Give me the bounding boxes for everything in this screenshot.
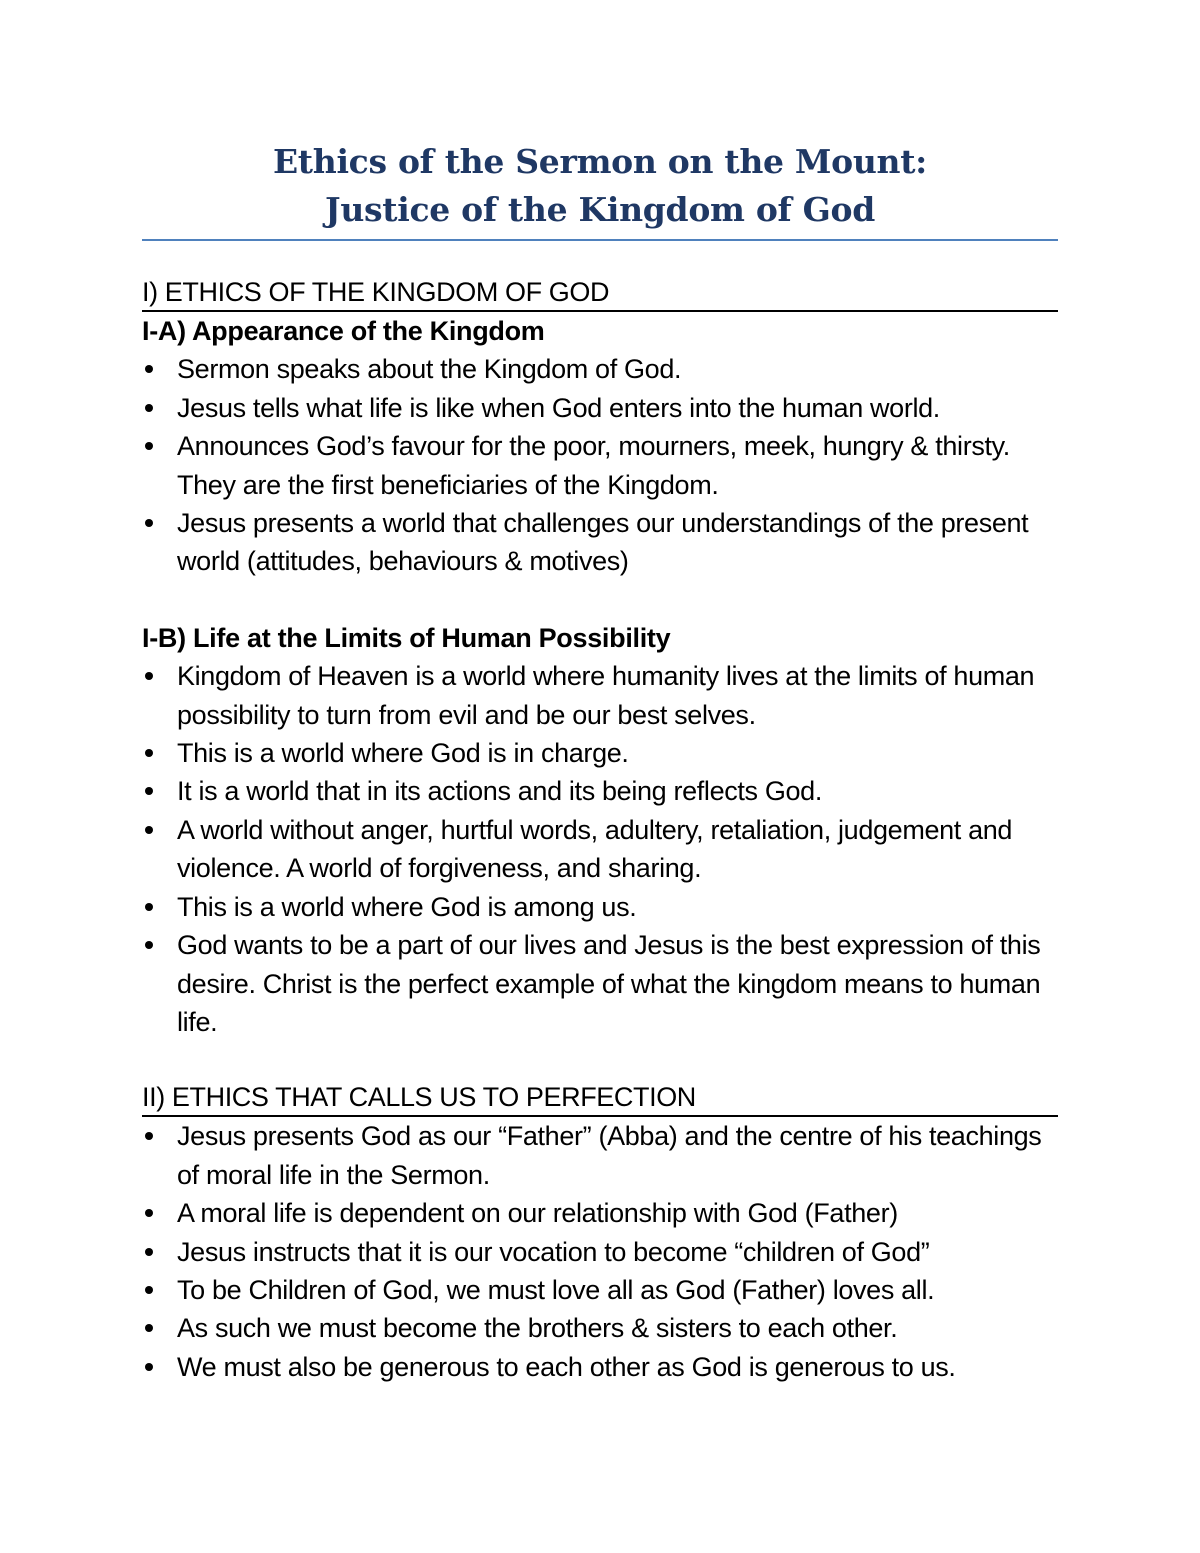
document-title — [142, 138, 1058, 234]
list-item — [142, 350, 1058, 388]
bullet-icon — [145, 826, 153, 834]
list-item-text: This is a world where God is among us. — [177, 891, 637, 922]
list-item — [142, 1194, 1058, 1232]
list-item-text: Jesus presents a world that challenges our understandings of the present world (attitudes, behaviours & motives) — [177, 508, 1029, 577]
list-item-text: Jesus instructs that it is our vocation to become “children of God” — [177, 1236, 930, 1267]
bullet-icon — [145, 1132, 153, 1140]
list-item-text: We must also be generous to each other as God is generous to us. — [177, 1351, 956, 1382]
list-item-text: Sermon speaks about the Kingdom of God. — [177, 354, 682, 385]
list-item — [142, 926, 1058, 1041]
bullet-icon — [145, 941, 153, 949]
list-item-text: This is a world where God is in charge. — [177, 738, 629, 769]
list-item-text: As such we must become the brothers & sisters to each other. — [177, 1313, 898, 1344]
bullet-icon — [145, 442, 153, 450]
bullet-list-2 — [142, 1117, 1058, 1386]
spacer — [142, 1041, 1058, 1079]
list-item — [142, 657, 1058, 734]
title-line-2: Justice of the Kingdom of God — [325, 190, 875, 229]
list-item — [142, 389, 1058, 427]
list-item-text: Kingdom of Heaven is a world where humanity lives at the limits of human possibility to turn from evil and be our best selves. — [177, 661, 1035, 730]
bullet-icon — [145, 672, 153, 680]
list-item-text: Announces God’s favour for the poor, mourners, meek, hungry & thirsty. They are the first beneficiaries of the Kingdom. — [177, 431, 1010, 500]
list-item-text: Jesus tells what life is like when God enters into the human world. — [177, 392, 940, 423]
bullet-icon — [145, 519, 153, 527]
section-heading-2: II) ETHICS THAT CALLS US TO PERFECTION — [142, 1079, 1058, 1117]
bullet-icon — [145, 365, 153, 373]
bullet-list-1b — [142, 657, 1058, 1041]
list-item — [142, 504, 1058, 581]
list-item-text: A moral life is dependent on our relationship with God (Father) — [177, 1198, 898, 1229]
bullet-icon — [145, 1209, 153, 1217]
list-item — [142, 1271, 1058, 1309]
list-item — [142, 1348, 1058, 1386]
list-item-text: A world without anger, hurtful words, adultery, retaliation, judgement and violence. A world of forgiveness, and sharing. — [177, 814, 1013, 884]
bullet-icon — [145, 404, 153, 412]
list-item — [142, 1309, 1058, 1347]
list-item-text: God wants to be a part of our lives and Jesus is the best expression of this desire. Christ is the perfect example of what the kingdom means to human life. — [177, 930, 1041, 1037]
section-heading-1: I) ETHICS OF THE KINGDOM OF GOD — [142, 274, 1058, 312]
list-item-text: Jesus presents God as our “Father” (Abba) and the centre of his teachings of moral life in the Sermon. — [177, 1121, 1042, 1190]
bullet-icon — [145, 1324, 153, 1332]
list-item — [142, 734, 1058, 772]
bullet-icon — [145, 1286, 153, 1294]
list-item-text: To be Children of God, we must love all as God (Father) loves all. — [177, 1274, 935, 1305]
bullet-icon — [145, 749, 153, 757]
bullet-list-1a — [142, 350, 1058, 580]
list-item — [142, 888, 1058, 926]
list-item — [142, 1117, 1058, 1194]
subsection-heading-1a: I-A) Appearance of the Kingdom — [142, 316, 545, 346]
list-item — [142, 427, 1058, 504]
bullet-icon — [145, 787, 153, 795]
list-item — [142, 1233, 1058, 1271]
list-item — [142, 772, 1058, 810]
bullet-icon — [145, 1363, 153, 1371]
subsection-heading-1b: I-B) Life at the Limits of Human Possibility — [142, 622, 671, 653]
document-body — [142, 274, 1058, 1386]
list-item-text: It is a world that in its actions and its being reflects God. — [177, 776, 822, 807]
list-item — [142, 811, 1058, 888]
spacer — [142, 581, 1058, 619]
title-line-1: Ethics of the Sermon on the Mount: — [272, 142, 928, 181]
bullet-icon — [145, 1248, 153, 1256]
title-divider — [142, 239, 1058, 241]
bullet-icon — [145, 903, 153, 911]
